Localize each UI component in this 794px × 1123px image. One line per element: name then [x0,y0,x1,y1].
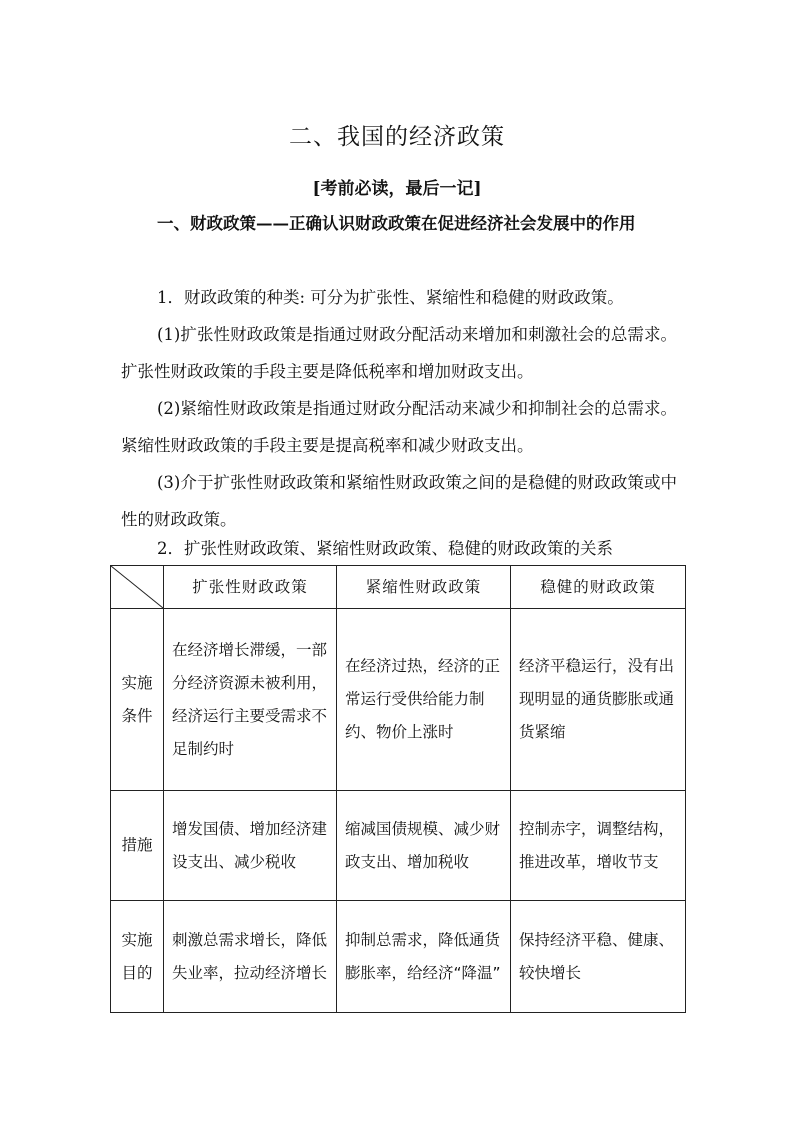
table-cell: 保持经济平稳、健康、较快增长 [511,901,686,1013]
table-row [111,609,686,791]
point2-text: 2．扩张性财政政策、紧缩性财政政策、稳健的财政政策的关系 [157,539,613,558]
table-row [111,901,686,1013]
section-heading: 一、财政政策——正确认识财政政策在促进经济社会发展中的作用 [157,214,636,233]
row-label-goals: 实施目的 [111,901,164,1013]
point1-item-1: (1)扩张性财政政策是指通过财政分配活动来增加和刺激社会的总需求。扩张性财政政策的手段主要是降低税率和增加财政支出。 [121,325,677,381]
table-cell: 刺激总需求增长，降低失业率，拉动经济增长 [164,901,337,1013]
table-corner-cell [111,566,164,609]
table-cell: 在经济增长滞缓，一部分经济资源未被利用，经济运行主要受需求不足制约时 [164,609,337,791]
table-row [111,791,686,901]
header-contractionary: 紧缩性财政政策 [337,566,511,609]
point1-item-3: (3)介于扩张性财政政策和紧缩性财政政策之间的是稳健的财政政策或中性的财政政策。 [121,473,677,529]
header-expansionary: 扩张性财政政策 [164,566,337,609]
table-header-row [111,566,686,609]
point1-text: 1．财政政策的种类: 可分为扩张性、紧缩性和稳健的财政政策。 [157,288,624,307]
table-cell: 缩减国债规模、减少财政支出、增加税收 [337,791,511,901]
table-cell: 控制赤字，调整结构，推进改革，增收节支 [511,791,686,901]
table-cell: 在经济过热，经济的正常运行受供给能力制约、物价上涨时 [337,609,511,791]
page-title: 二、我国的经济政策 [289,124,505,150]
table-cell: 增发国债、增加经济建设支出、减少税收 [164,791,337,901]
policy-comparison-table [110,565,686,1013]
diagonal-divider [111,566,163,608]
row-label-measures: 措施 [111,791,164,901]
page-subtitle: [考前必读，最后一记] [312,179,482,199]
table-cell: 经济平稳运行，没有出现明显的通货膨胀或通货紧缩 [511,609,686,791]
row-label-conditions: 实施条件 [111,609,164,791]
point1-item-2: (2)紧缩性财政政策是指通过财政分配活动来减少和抑制社会的总需求。紧缩性财政政策的手段主要是提高税率和减少财政支出。 [121,399,677,455]
table-cell: 抑制总需求，降低通货膨胀率，给经济“降温” [337,901,511,1013]
header-prudent: 稳健的财政政策 [511,566,686,609]
